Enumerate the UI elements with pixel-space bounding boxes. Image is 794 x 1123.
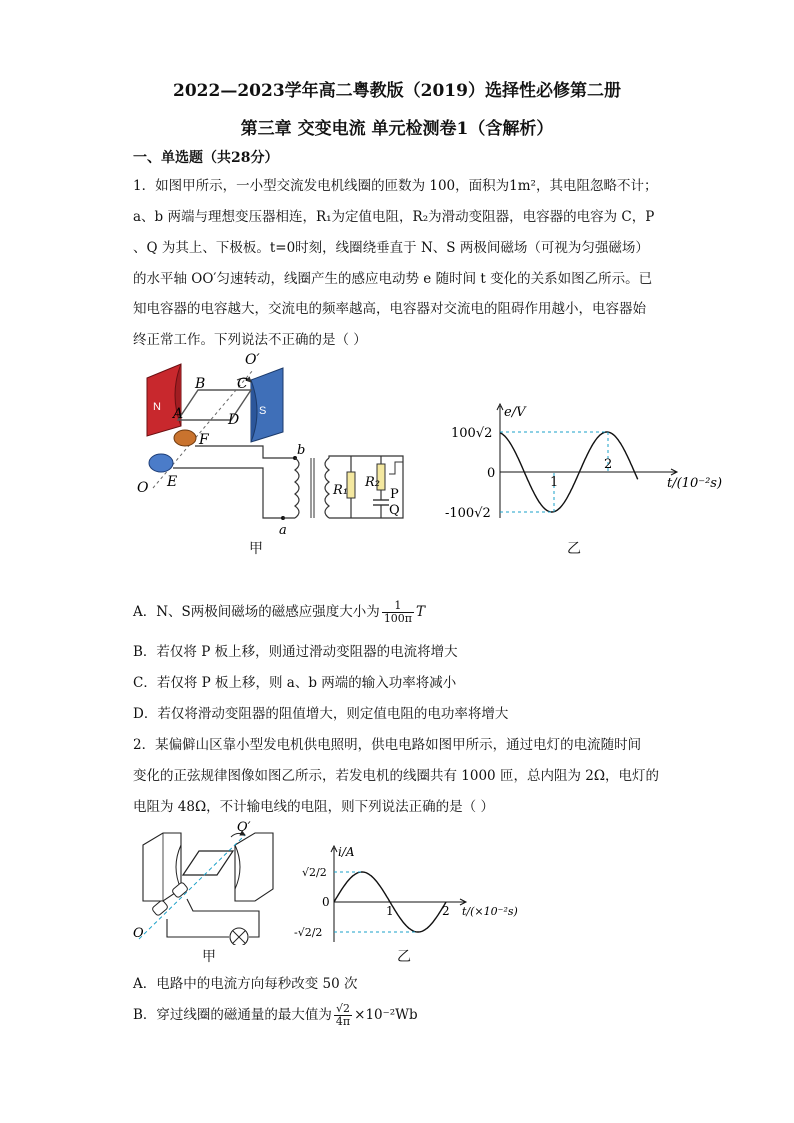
q2-figure-generator-lamp xyxy=(133,815,283,945)
label-N: N xyxy=(153,401,161,413)
q1-option-C: C．若仅将 P 板上移，则 a、b 两端的输入功率将减小 xyxy=(133,675,457,691)
q2-option-B-fraction xyxy=(334,1003,352,1028)
resistor-R1 xyxy=(347,472,355,498)
q2-option-B xyxy=(133,1003,418,1028)
label-E: E xyxy=(167,474,178,490)
label-C: C xyxy=(237,376,248,392)
fraction-denominator: 4π xyxy=(335,1015,351,1028)
label-O: O xyxy=(137,480,149,496)
q2-option-B-text: B．穿过线圈的磁通量的最大值为 xyxy=(133,1007,332,1023)
q1-option-A-unit: T xyxy=(416,604,426,620)
x-axis-label: t/(×10⁻²s) xyxy=(462,905,518,918)
label-R1: R₁ xyxy=(333,483,348,498)
fraction-numerator: 1 xyxy=(382,600,414,613)
page-title-line2: 第三章 交变电流 单元检测卷1（含解析） xyxy=(240,119,554,139)
x-tick-label: 2 xyxy=(442,904,450,918)
q2-option-A: A．电路中的电流方向每秒改变 50 次 xyxy=(133,976,358,992)
y-tick-label: 100√2 xyxy=(451,426,493,441)
label-O-prime: O′ xyxy=(237,820,251,835)
x-tick-label: 1 xyxy=(550,475,559,490)
coil-loop xyxy=(178,390,251,420)
q2-caption-jia: 甲 xyxy=(202,949,216,965)
q2-option-B-unit: ×10⁻²Wb xyxy=(354,1007,418,1023)
label-B: B xyxy=(195,376,206,392)
y-tick-label: 0 xyxy=(487,466,496,481)
label-A: A xyxy=(173,406,184,422)
slip-ring-F xyxy=(174,430,196,446)
label-O-prime: O′ xyxy=(245,352,260,368)
q1-option-A xyxy=(133,600,425,625)
q1-option-A-text: A．N、S两极间磁场的磁感应强度大小为 xyxy=(133,604,380,620)
label-S: S xyxy=(259,405,267,417)
page-title-line1: 2022—2023学年高二粤教版（2019）选择性必修第二册 xyxy=(173,81,621,101)
x-axis-label: t/(10⁻²s) xyxy=(667,476,723,491)
x-tick-label: 2 xyxy=(604,457,613,472)
y-axis-label: e/V xyxy=(504,405,526,420)
q1-line-2: a、b 两端与理想变压器相连，R₁为定值电阻，R₂为滑动变阻器，电容器的电容为 C，P xyxy=(133,209,655,225)
primary-coil xyxy=(295,458,299,518)
q1-caption-jia: 甲 xyxy=(249,541,263,557)
q1-caption-yi: 乙 xyxy=(567,541,581,557)
fraction-numerator: √2 xyxy=(334,1003,352,1016)
q1-line-4: 的水平轴 OO′匀速转动，线圈产生的感应电动势 e 随时间 t 变化的关系如图乙所示。已 xyxy=(133,271,653,287)
q1-line-3: 、Q 为其上、下极板。t=0时刻，线圈绕垂直于 N、S 两极间磁场（可视为匀强磁场） xyxy=(133,240,649,256)
slip-ring-E xyxy=(149,454,173,472)
q1-line-6: 终正常工作。下列说法不正确的是（ ） xyxy=(133,332,367,348)
q1-chart-e-t xyxy=(445,400,735,530)
section-heading: 一、单选题（共28分） xyxy=(133,150,279,166)
label-b: b xyxy=(297,443,306,458)
label-P: P xyxy=(390,487,399,502)
right-magnet xyxy=(235,833,273,901)
q2-line-1: 2．某偏僻山区靠小型发电机供电照明，供电电路如图甲所示，通过电灯的电流随时间 xyxy=(133,737,642,753)
q2-caption-yi: 乙 xyxy=(397,949,411,965)
fraction-denominator: 100π xyxy=(383,612,413,625)
q2-line-2: 变化的正弦规律图像如图乙所示，若发电机的线圈共有 1000 匝，总内阻为 2Ω，电灯的 xyxy=(133,768,660,784)
y-tick-label: -100√2 xyxy=(445,506,491,521)
y-tick-label: 0 xyxy=(322,895,330,909)
q1-figure-generator-circuit xyxy=(133,350,423,540)
label-O: O xyxy=(133,926,144,941)
label-F: F xyxy=(199,432,209,448)
secondary-coil xyxy=(325,458,329,518)
x-tick-label: 1 xyxy=(386,904,394,918)
q1-line-1: 1．如图甲所示，一小型交流发电机线圈的匝数为 100，面积为1m²，其电阻忽略不计； xyxy=(133,178,658,194)
y-tick-label: √2/2 xyxy=(302,866,327,879)
q2-line-3: 电阻为 48Ω，不计输电线的电阻，则下列说法正确的是（ ） xyxy=(133,799,494,815)
q2-chart-i-t xyxy=(290,842,525,946)
label-D: D xyxy=(228,412,240,428)
label-Q: Q xyxy=(389,503,400,518)
q1-line-5: 知电容器的电容越大，交流电的频率越高，电容器对交流电的阻碍作用越小，电容器始 xyxy=(133,301,646,317)
label-a: a xyxy=(279,523,287,538)
slip-ring-1 xyxy=(151,900,168,917)
q1-option-D: D．若仅将滑动变阻器的阻值增大，则定值电阻的电功率将增大 xyxy=(133,706,509,722)
q1-option-B: B．若仅将 P 板上移，则通过滑动变阻器的电流将增大 xyxy=(133,644,458,660)
y-tick-label: -√2/2 xyxy=(294,926,323,939)
y-axis-label: i/A xyxy=(338,845,355,859)
label-R2: R₂ xyxy=(365,475,380,490)
q1-option-A-fraction xyxy=(382,600,414,625)
